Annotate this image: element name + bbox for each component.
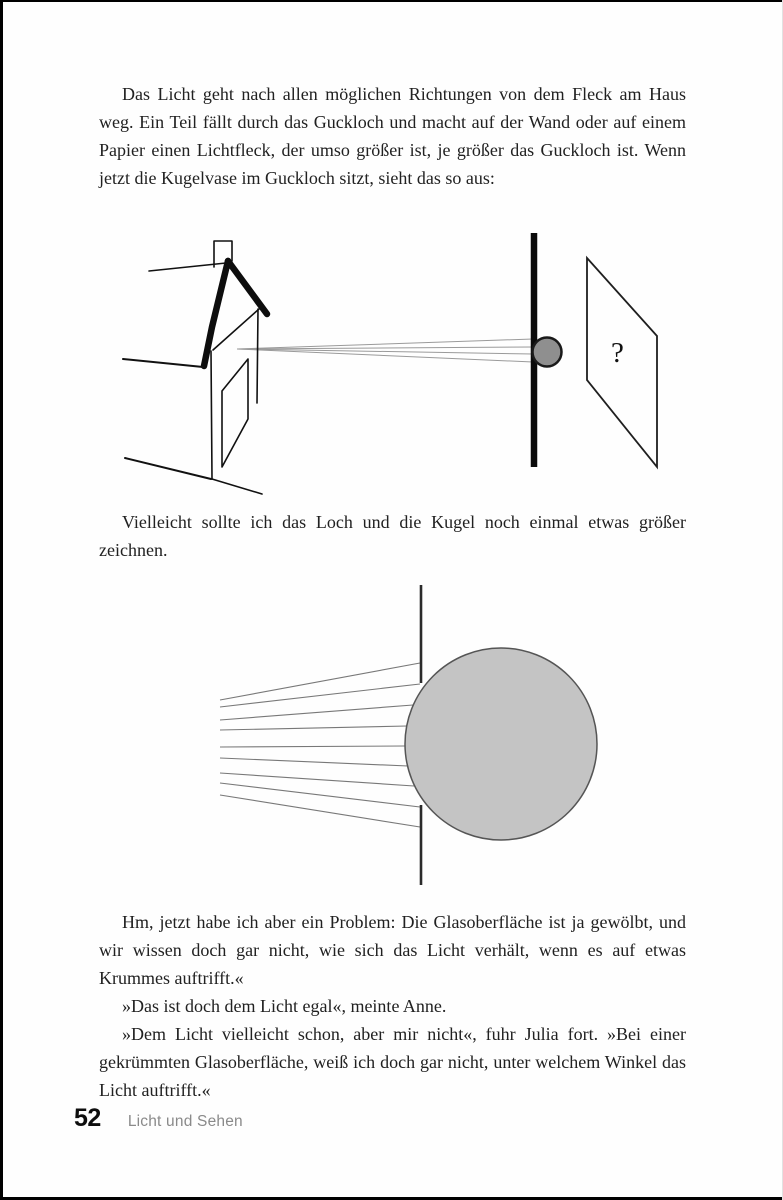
question-mark-label: ? bbox=[611, 337, 624, 369]
paragraph-text: Das Licht geht nach allen möglichen Richtungen von dem Fleck am Haus weg. Ein Teil fällt durch das Guckloch und macht auf der Wand oder auf einem Papier einen Lichtfleck, der umso größer ist, je größer das Guckloch ist. Wenn jetzt die Kugelvase im Guckloch sitzt, sieht das so aus: bbox=[99, 84, 686, 188]
paragraph-light-directions bbox=[99, 80, 686, 192]
glass-ball bbox=[533, 338, 562, 367]
light-rays bbox=[220, 663, 420, 827]
paragraph-text: Vielleicht sollte ich das Loch und die Kugel noch einmal etwas größer zeichnen. bbox=[99, 512, 686, 560]
enlarged-hole-ball-diagram bbox=[150, 570, 650, 900]
ray-line bbox=[220, 705, 413, 720]
running-chapter-title: Licht und Sehen bbox=[127, 1113, 243, 1130]
ray-line bbox=[220, 746, 405, 747]
pinhole-house-diagram bbox=[0, 225, 700, 500]
page-footer bbox=[74, 1104, 243, 1133]
dialogue-block bbox=[99, 908, 686, 1104]
house-bottom-edge bbox=[212, 479, 262, 494]
ground-line-lower bbox=[125, 458, 211, 479]
ray-line bbox=[220, 795, 420, 827]
ray-line bbox=[237, 349, 533, 354]
scan-edge-left bbox=[0, 0, 3, 1200]
paragraph-text: Hm, jetzt habe ich aber ein Problem: Die Glasoberfläche ist ja gewölbt, und wir wissen doch gar nicht, wie sich das Licht verhält, wenn es auf etwas Krummes auftrifft.« bbox=[99, 912, 686, 988]
house-left-corner bbox=[211, 351, 212, 479]
page-number: 52 bbox=[74, 1104, 101, 1132]
house-roof-left-thick bbox=[204, 261, 228, 366]
ray-line bbox=[220, 773, 414, 786]
glass-sphere bbox=[405, 648, 597, 840]
paragraph-text: »Dem Licht vielleicht schon, aber mir nicht«, fuhr Julia fort. »Bei einer gekrümmten Glasoberfläche, weiß ich doch gar nicht, unter welchem Winkel das Licht auftrifft.« bbox=[99, 1024, 686, 1100]
light-rays bbox=[237, 339, 533, 362]
ray-line bbox=[220, 684, 420, 707]
ray-line bbox=[220, 663, 420, 700]
house-right-corner bbox=[257, 309, 258, 403]
house-roof-right-thick bbox=[228, 261, 267, 314]
ray-line bbox=[220, 758, 408, 766]
paragraph-redraw-larger bbox=[99, 508, 686, 564]
ray-line bbox=[220, 783, 420, 807]
ground-line-upper bbox=[123, 359, 203, 367]
house-sketch bbox=[123, 241, 267, 494]
paragraph-text: »Das ist doch dem Licht egal«, meinte Anne. bbox=[122, 996, 447, 1016]
house-eave bbox=[213, 309, 259, 350]
scan-edge-top bbox=[0, 0, 783, 2]
ray-line bbox=[237, 349, 533, 362]
house-door bbox=[222, 359, 248, 467]
ray-line bbox=[220, 726, 407, 730]
